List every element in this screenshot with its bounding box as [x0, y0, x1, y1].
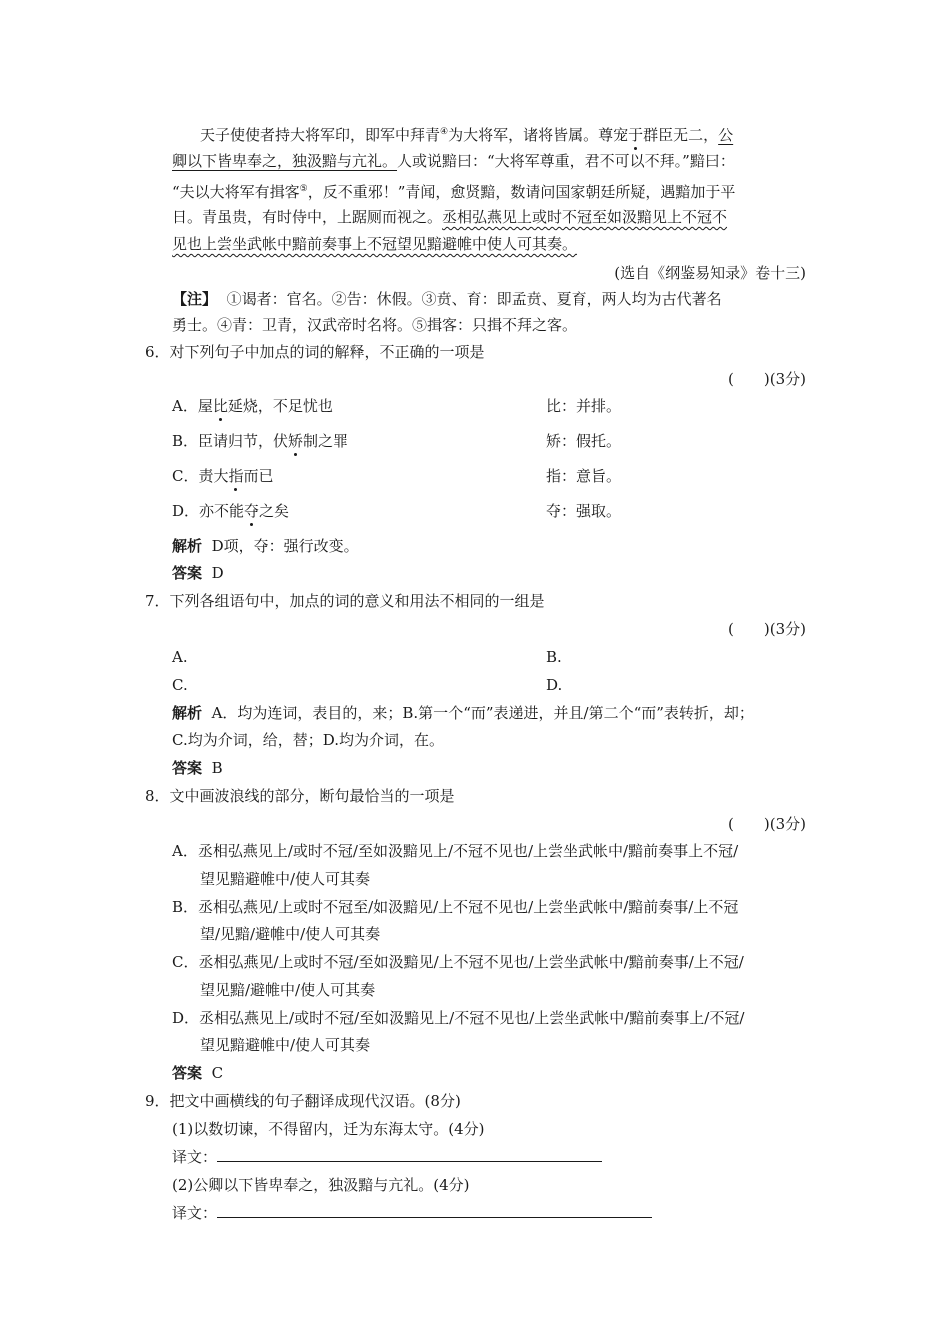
q6-option-d-explanation: 夺：强取。: [546, 502, 622, 520]
analysis-label: 解析: [172, 537, 203, 555]
q6-analysis: 解析 D项，夺：强行改变。: [172, 537, 359, 555]
q7-score: ( )(3分): [728, 620, 806, 638]
answer-label: 答案: [172, 1064, 203, 1082]
q6-option-b: B．臣请归节，伏矫制之罪: [172, 432, 349, 450]
answer-label: 答案: [172, 759, 203, 777]
notes-line-2: 勇士。④青：卫青，汉武帝时名将。⑤揖客：只揖不拜之客。: [172, 316, 578, 334]
q8-answer: 答案 C: [172, 1064, 224, 1082]
q7-option-d: D.: [546, 676, 563, 694]
q8-option-d-line-2: 望见黯避帷中/使人可其奏: [200, 1036, 371, 1054]
dotted-word: 于: [628, 126, 644, 144]
q7-option-c: C.: [172, 676, 188, 694]
wavy-underlined-text: 见也上尝坐武帐中黯前奏事上不冠望见黯避帷中使人可其奏。: [172, 235, 578, 253]
q9-sentence-2: (2)公卿以下皆卑奉之，独汲黯与亢礼。(4分): [172, 1176, 470, 1194]
underlined-sentence: 公: [718, 126, 734, 144]
wavy-underlined-text: 丞相弘燕见上或时不冠至如汲黯见上不冠不: [442, 208, 728, 226]
translation-2-blank[interactable]: [217, 1205, 652, 1218]
q8-option-a-line-1: A．丞相弘燕见上/或时不冠/至如汲黯见上/不冠不见也/上尝坐武帐中/黯前奏事上不冠/: [172, 842, 739, 860]
passage-line-5: [172, 233, 577, 255]
translation-1-blank[interactable]: [217, 1149, 602, 1162]
q6-option-b-explanation: 矫：假托。: [546, 432, 622, 450]
q6-stem: 6．对下列句子中加点的词的解释，不正确的一项是: [145, 343, 485, 361]
translation-label: 译文：: [172, 1148, 218, 1166]
q8-option-a-line-2: 望见黯避帷中/使人可其奏: [200, 870, 371, 888]
dotted-word: 比: [212, 397, 228, 415]
q6-option-d: D．亦不能夺之矣: [172, 502, 290, 520]
q6-option-c-explanation: 指：意旨。: [546, 467, 622, 485]
q6-option-a-explanation: 比：并排。: [546, 397, 622, 415]
answer-label: 答案: [172, 564, 203, 582]
q7-option-a: A.: [172, 648, 188, 666]
q7-analysis-line-1: 解析 A．均为连词，表目的，来；B.第一个“而”表递进，并且/第二个“而”表转折，却；: [172, 704, 754, 722]
q8-option-b-line-1: B．丞相弘燕见/上或时不冠至/如汲黯见/上不冠不见也/上尝坐武帐中/黯前奏事/上不冠: [172, 898, 739, 916]
q9-translation-2: [172, 1202, 652, 1224]
q8-option-c-line-1: C．丞相弘燕见/上或时不冠/至如汲黯见/上不冠不见也/上尝坐武帐中/黯前奏事/上不冠/: [172, 953, 744, 971]
dotted-word: 矫: [288, 432, 304, 450]
q8-option-d-line-1: D．丞相弘燕见上/或时不冠/至如汲黯见上/不冠不见也/上尝坐武帐中/黯前奏事上/不冠/: [172, 1009, 745, 1027]
notes-line-1: 【注】 ①谒者：官名。②告：休假。③贲、育：即孟贲、夏育，两人均为古代著名: [172, 290, 722, 308]
q6-score: ( )(3分): [728, 370, 806, 388]
passage-line-2: 卿以下皆卑奉之，独汲黯与亢礼。人或说黯曰：“大将军尊重，君不可以不拜。”黯曰：: [172, 152, 735, 170]
q8-score: ( )(3分): [728, 815, 806, 833]
q7-stem: 7．下列各组语句中，加点的词的意义和用法不相同的一组是: [145, 592, 545, 610]
passage-line-3: “夫以大将军有揖客⑤，反不重邪！”青闻，愈贤黯，数请问国家朝廷所疑，遇黯加于平: [172, 183, 736, 201]
q9-sentence-1: (1)以数切谏，不得留内，迁为东海太守。(4分): [172, 1120, 485, 1138]
footnote-marker: ⑤: [299, 184, 308, 194]
passage-line-1: 天子使使者持大将军印，即军中拜青④为大将军，诸将皆属。尊宠于群臣无二，公: [200, 126, 734, 144]
notes-label: 【注】: [172, 290, 218, 308]
translation-label: 译文：: [172, 1204, 218, 1222]
underlined-sentence: 卿以下皆卑奉之，独汲黯与亢礼。: [172, 152, 398, 170]
q6-option-c: C．责大指而已: [172, 467, 274, 485]
q9-stem: 9．把文中画横线的句子翻译成现代汉语。(8分): [145, 1092, 461, 1110]
q8-option-b-line-2: 望/见黯/避帷中/使人可其奏: [200, 925, 381, 943]
q6-option-a: A．屋比延烧，不足忧也: [172, 397, 333, 415]
q6-answer: 答案 D: [172, 564, 224, 582]
q8-stem: 8．文中画波浪线的部分，断句最恰当的一项是: [145, 787, 455, 805]
q7-option-b: B.: [546, 648, 562, 666]
q9-translation-1: [172, 1146, 602, 1168]
q7-answer: 答案 B: [172, 759, 223, 777]
analysis-label: 解析: [172, 704, 203, 722]
q8-option-c-line-2: 望见黯/避帷中/使人可其奏: [200, 981, 376, 999]
q7-analysis-line-2: C.均为介词，给，替；D.均为介词，在。: [172, 731, 444, 749]
footnote-marker: ④: [440, 127, 449, 137]
passage-source: (选自《纲鉴易知录》卷十三): [614, 264, 806, 282]
dotted-word: 夺: [244, 502, 260, 520]
passage-line-4: 日。青虽贵，有时侍中，上踞厕而视之。丞相弘燕见上或时不冠至如汲黯见上不冠不: [172, 208, 728, 226]
dotted-word: 指: [228, 467, 244, 485]
